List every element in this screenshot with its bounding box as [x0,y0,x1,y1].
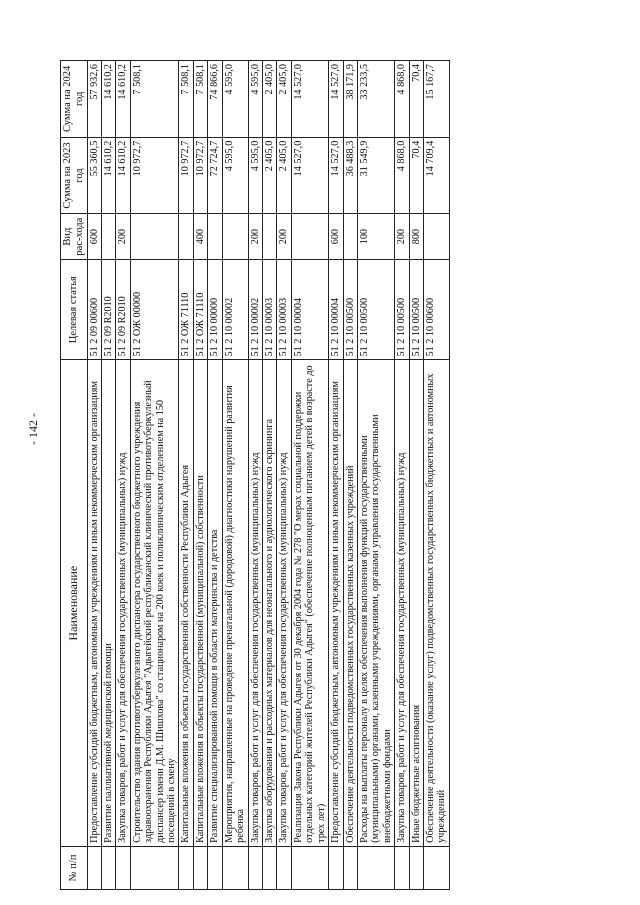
row-name-cell: Обеспечение деятельности (оказание услуг) подведомственных государственных бюджетных и автономных учреждений [424,360,450,846]
table-row [101,61,115,890]
table-row [357,61,394,890]
row-sum-2023-cell: 10 972,7 [193,137,207,214]
table-row [343,61,357,890]
row-name-cell: Предоставление субсидий бюджетным, автономным учреждениям и иным некоммерческим организациям [87,360,101,846]
row-name-cell: Строительство здания противотуберкулезного диспансера государственного бюджетного учреждения здравоохранения Республики Адыгея "Адыгейский республиканский клинический противотуберкулезный диспансер имени Д.М. Шишхова" со стационаром на 200 коек и поликлиническим отделением на 150 посещений в смену [130,360,179,846]
header-target-article: Целевая статья [61,259,88,360]
header-sum-2023: Сумма на 2023 год [61,137,88,214]
row-sum-2024-cell: 4 595,0 [222,61,248,138]
row-sum-2024-cell: 15 167,7 [424,61,450,138]
row-name-cell: Закупка товаров, работ и услуг для обеспечения государственных (муниципальных) нужд [277,360,291,846]
table-row [116,61,130,890]
row-name-cell: Закупка оборудования и расходных материалов для неонатального и аудиологического скрининга [262,360,276,846]
row-sum-2024-cell: 14 610,2 [101,61,115,138]
row-sum-2023-cell: 2 405,0 [277,137,291,214]
row-number-cell [329,846,343,889]
row-sum-2024-cell: 57 932,6 [87,61,101,138]
row-expense-type-cell [179,214,193,260]
row-expense-type-cell: 100 [357,214,394,260]
row-sum-2024-cell: 70,4 [409,61,423,138]
row-expense-type-cell: 600 [329,214,343,260]
row-target-article-cell: 51 2 09 R2010 [116,259,130,360]
row-number-cell [130,846,179,889]
header-sum-2024: Сумма на 2024 год [61,61,88,138]
header-expense-type: Вид рас-хода [61,214,88,260]
row-number-cell [424,846,450,889]
row-sum-2023-cell: 72 724,7 [208,137,222,214]
row-number-cell [208,846,222,889]
row-expense-type-cell [222,214,248,260]
row-sum-2024-cell: 4 868,0 [395,61,409,138]
row-number-cell [277,846,291,889]
table-row [329,61,343,890]
row-expense-type-cell [424,214,450,260]
row-target-article-cell: 51 2 10 00500 [357,259,394,360]
row-name-cell: Предоставление субсидий бюджетным, автономным учреждениям и иным некоммерческим организациям [329,360,343,846]
row-expense-type-cell [208,214,222,260]
row-sum-2023-cell: 4 595,0 [222,137,248,214]
table-row [291,61,328,890]
row-name-cell: Развитие специализированной помощи в области материнства и детства [208,360,222,846]
table-row [277,61,291,890]
row-expense-type-cell: 800 [409,214,423,260]
row-target-article-cell: 51 2 10 00003 [277,259,291,360]
table-row [395,61,409,890]
row-sum-2024-cell: 2 405,0 [277,61,291,138]
row-expense-type-cell [101,214,115,260]
row-expense-type-cell: 200 [248,214,262,260]
row-number-cell [343,846,357,889]
row-expense-type-cell [262,214,276,260]
row-sum-2024-cell: 74 866,6 [208,61,222,138]
row-sum-2024-cell: 38 171,9 [343,61,357,138]
row-target-article-cell: 51 2 09 R2010 [101,259,115,360]
row-sum-2024-cell: 33 233,5 [357,61,394,138]
row-expense-type-cell: 200 [277,214,291,260]
table-row [424,61,450,890]
row-name-cell: Развитие паллиативной медицинской помощи [101,360,115,846]
row-target-article-cell: 51 2 10 00000 [208,259,222,360]
table-row [130,61,179,890]
row-sum-2024-cell: 7 508,1 [130,61,179,138]
row-target-article-cell: 51 2 10 00004 [291,259,328,360]
table-row [208,61,222,890]
row-target-article-cell: 51 2 10 00002 [248,259,262,360]
row-number-cell [395,846,409,889]
row-target-article-cell: 51 2 10 00500 [409,259,423,360]
table-header-row [61,61,88,890]
row-expense-type-cell: 600 [87,214,101,260]
row-number-cell [357,846,394,889]
table-row [87,61,101,890]
row-sum-2024-cell: 14 527,0 [291,61,328,138]
row-number-cell [248,846,262,889]
row-name-cell: Реализация Закона Республики Адыгея от 30 декабря 2004 года № 278 "О мерах социальной поддержки отдельных категорий жителей Республики Адыгея" (обеспечение полноценным питанием детей в возрасте до трех лет) [291,360,328,846]
row-number-cell [101,846,115,889]
row-number-cell [409,846,423,889]
row-sum-2024-cell: 4 595,0 [248,61,262,138]
header-number: № п/п [61,846,88,889]
row-sum-2023-cell: 14 610,2 [101,137,115,214]
page-number: - 142 - [26,413,40,445]
row-sum-2023-cell: 14 709,4 [424,137,450,214]
row-expense-type-cell: 400 [193,214,207,260]
row-sum-2023-cell: 4 595,0 [248,137,262,214]
row-expense-type-cell: 200 [116,214,130,260]
row-number-cell [262,846,276,889]
table-row [179,61,193,890]
row-sum-2023-cell: 10 972,7 [130,137,179,214]
budget-table [60,60,450,890]
row-name-cell: Капитальные вложения в объекты государственной собственности Республики Адыгея [179,360,193,846]
row-number-cell [222,846,248,889]
row-name-cell: Капитальные вложения в объекты государственной (муниципальной) собственности [193,360,207,846]
row-sum-2024-cell: 7 508,1 [179,61,193,138]
row-target-article-cell: 51 2 ОЖ 71110 [179,259,193,360]
row-name-cell: Мероприятия, направленные на проведение пренатальной (дородовой) диагностики нарушений развития ребенка [222,360,248,846]
row-sum-2023-cell: 14 527,0 [329,137,343,214]
table-row [248,61,262,890]
row-sum-2023-cell: 14 610,2 [116,137,130,214]
row-sum-2024-cell: 14 527,0 [329,61,343,138]
row-target-article-cell: 51 2 ОЖ 00000 [130,259,179,360]
row-sum-2023-cell: 10 972,7 [179,137,193,214]
row-sum-2023-cell: 36 488,3 [343,137,357,214]
row-expense-type-cell [291,214,328,260]
row-sum-2023-cell: 70,4 [409,137,423,214]
row-target-article-cell: 51 2 10 00600 [424,259,450,360]
row-sum-2023-cell: 4 868,0 [395,137,409,214]
row-number-cell [87,846,101,889]
row-target-article-cell: 51 2 10 00500 [395,259,409,360]
header-name: Наименование [61,360,88,846]
rotated-page-content [60,60,555,890]
row-number-cell [116,846,130,889]
row-name-cell: Обеспечение деятельности подведомственных государственных казенных учреждений [343,360,357,846]
row-sum-2023-cell: 2 405,0 [262,137,276,214]
row-sum-2024-cell: 7 508,1 [193,61,207,138]
row-name-cell: Закупка товаров, работ и услуг для обеспечения государственных (муниципальных) нужд [248,360,262,846]
row-name-cell: Расходы на выплаты персоналу в целях обеспечения выполнения функций государственными (муниципальными) органами, казенными учреждениями, органами управления государственными внебюджетными фондами [357,360,394,846]
table-row [262,61,276,890]
row-expense-type-cell [130,214,179,260]
row-sum-2023-cell: 31 549,9 [357,137,394,214]
row-number-cell [291,846,328,889]
row-expense-type-cell [343,214,357,260]
row-target-article-cell: 51 2 ОЖ 71110 [193,259,207,360]
table-row [193,61,207,890]
row-name-cell: Иные бюджетные ассигнования [409,360,423,846]
row-sum-2024-cell: 2 405,0 [262,61,276,138]
row-target-article-cell: 51 2 10 00004 [329,259,343,360]
row-sum-2023-cell: 55 360,5 [87,137,101,214]
row-target-article-cell: 51 2 10 00003 [262,259,276,360]
row-sum-2023-cell: 14 527,0 [291,137,328,214]
row-name-cell: Закупка товаров, работ и услуг для обеспечения государственных (муниципальных) нужд [395,360,409,846]
table-row [222,61,248,890]
row-target-article-cell: 51 2 10 00002 [222,259,248,360]
row-number-cell [193,846,207,889]
row-target-article-cell: 51 2 09 00600 [87,259,101,360]
row-expense-type-cell: 200 [395,214,409,260]
row-number-cell [179,846,193,889]
row-sum-2024-cell: 14 610,2 [116,61,130,138]
table-row [409,61,423,890]
row-target-article-cell: 51 2 10 00500 [343,259,357,360]
table-body [87,61,449,890]
row-name-cell: Закупка товаров, работ и услуг для обеспечения государственных (муниципальных) нужд [116,360,130,846]
